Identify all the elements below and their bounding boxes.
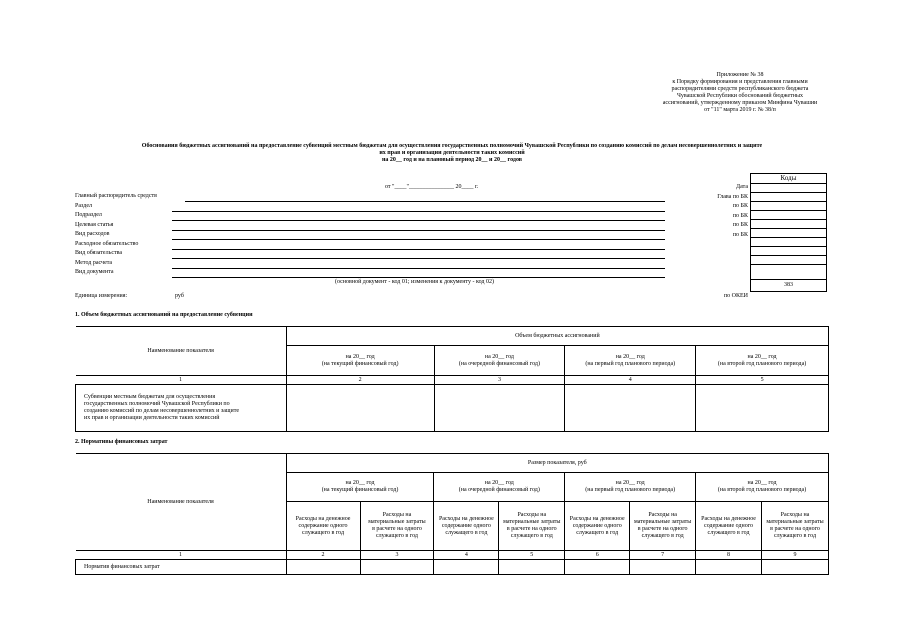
code-label-bk: по БК [732,231,748,238]
section2-title: 2. Нормативы финансовых затрат [75,439,168,445]
s1-group-header: Объем бюджетных ассигнований [286,327,828,346]
field-label-expense-type: Вид расходов [75,231,110,237]
field-line[interactable] [172,211,665,212]
code-cell-expense-type[interactable] [751,229,827,238]
codes-header: Коды [751,174,827,184]
code-label-chapter: Глава по БК [717,193,748,200]
appendix-line: ассигнований, утвержденному приказом Минфина Чувашии [662,100,818,106]
s1-col-year: на 20__ год (на первый год планового периода) [565,346,696,376]
field-line[interactable] [172,268,665,269]
s2-year-header: на 20__ год (на первый год планового периода) [565,473,696,502]
field-label-target-article: Целевая статья [75,221,114,228]
s2-year-header: на 20__ год (на текущий финансовый год) [286,473,434,502]
title-line-1: Обоснования бюджетных ассигнований на предоставление субвенций местным бюджетам для осуществления государственных полномочий Чувашской Республики по созданию комиссий по делам несовершеннолетних и защите [141,143,763,149]
s2-value-cell[interactable] [434,560,499,575]
s2-value-cell[interactable] [696,560,762,575]
code-label-bk: по БК [732,222,748,228]
section1-table [75,326,829,432]
date-line: от "____"_______________ 20____ г. [385,184,479,190]
s2-row-name: Норматив финансовых затрат [76,560,287,575]
s1-col-year: на 20__ год (на второй год планового периода) [696,346,829,376]
s1-num: 2 [286,376,434,385]
s2-year-header: на 20__ год (на второй год планового периода) [696,473,829,502]
code-cell-chapter[interactable] [751,193,827,202]
s2-name-header: Наименование показателя [76,454,287,551]
s1-row-name: Субвенции местным бюджетам для осуществления государственных полномочий Чувашской Республики по созданию комиссий по делам несовершеннолетних и защите их прав и организации деятельности таких комиссий [76,385,287,432]
appendix-line: Чувашской Республики обоснований бюджетных [676,93,804,99]
title-line-3: на 20__ год и на плановый период 20__ и 20__ годов [381,157,523,163]
code-cell-section[interactable] [751,202,827,211]
s1-num: 1 [76,376,287,385]
s2-num: 7 [630,551,696,560]
appendix-line: Приложение № 38 [716,72,764,78]
section2-table [75,453,829,575]
s2-num: 5 [499,551,565,560]
document-title [40,143,864,164]
code-label-date: Дата [736,184,748,190]
s2-group-header: Размер показателя, руб [286,454,828,473]
s2-sub-material: Расходы на материальные затраты в расчете на одного служащего в год [499,502,565,551]
s1-num: 3 [434,376,565,385]
field-line[interactable] [172,277,665,278]
field-line[interactable] [172,239,665,240]
s2-num: 9 [762,551,829,560]
s2-num: 6 [565,551,630,560]
field-label-subsection: Подраздел [75,212,102,218]
code-labels [660,184,748,241]
s1-value-cell[interactable] [286,385,434,432]
code-cell-obligation[interactable] [751,238,827,247]
s1-value-cell[interactable] [434,385,565,432]
s2-value-cell[interactable] [499,560,565,575]
s1-col-year: на 20__ год (на очередной финансовый год) [434,346,565,376]
field-label-expense-obligation: Расходное обязательство [75,240,139,247]
s2-num: 8 [696,551,762,560]
code-label-bk: по БК [732,212,748,219]
s2-num: 3 [360,551,434,560]
code-label-bk: по БК [732,203,748,209]
code-cell-okei: 383 [751,280,827,292]
code-cell-doc-type[interactable] [751,265,827,280]
field-line[interactable] [172,230,665,231]
s2-value-cell[interactable] [286,560,360,575]
s2-sub-salary: Расходы на денежное содержание одного служащего в год [565,502,630,551]
s2-sub-material: Расходы на материальные затраты в расчете на одного служащего в год [762,502,829,551]
s1-col-year: на 20__ год (на текущий финансовый год) [286,346,434,376]
s1-value-cell[interactable] [696,385,829,432]
code-cell-obligation-type[interactable] [751,247,827,256]
field-label-calc-method: Метод расчета [75,259,113,266]
appendix-line: распорядителями средств республиканского бюджета [671,86,809,92]
field-label-obligation-type: Вид обязательства [75,250,123,256]
s2-value-cell[interactable] [360,560,434,575]
code-cell-subsection[interactable] [751,211,827,220]
s2-num: 2 [286,551,360,560]
codes-table [750,173,827,292]
title-line-2: их прав и организации деятельности таких комиссий [379,150,525,156]
s1-value-cell[interactable] [565,385,696,432]
field-line[interactable] [172,220,665,221]
s1-num: 4 [565,376,696,385]
section1-title: 1. Объем бюджетных ассигнований на предоставление субвенции [75,312,253,318]
okei-label: по ОКЕИ [723,293,748,299]
s2-value-cell[interactable] [565,560,630,575]
s2-value-cell[interactable] [762,560,829,575]
appendix-line: к Порядку формирования и представления главными [672,79,808,85]
s2-num: 4 [434,551,499,560]
s2-num: 1 [76,551,287,560]
appendix-line: от "11" марта 2019 г. № 38/п [704,107,776,113]
s2-sub-material: Расходы на материальные затраты в расчете на одного служащего в год [360,502,434,551]
field-label-main-manager: Главный распорядитель средств [75,193,157,199]
appendix-block [620,72,860,114]
field-label-document-type: Вид документа [75,269,114,275]
header-labels [75,193,157,279]
s2-sub-salary: Расходы на денежное содержание одного служащего в год [434,502,499,551]
s1-num: 5 [696,376,829,385]
code-cell-method[interactable] [751,256,827,265]
s2-sub-salary: Расходы на денежное содержание одного служащего в год [286,502,360,551]
document-note: (основной документ - код 01; изменения к документу - код 02) [335,279,494,285]
unit-label: Единица измерения: [75,293,128,299]
field-line[interactable] [172,258,665,259]
s2-year-header: на 20__ год (на очередной финансовый год) [434,473,565,502]
field-label-section: Раздел [75,202,92,209]
code-cell-date[interactable] [751,184,827,193]
s2-sub-salary: Расходы на денежное содержание одного служащего в год [696,502,762,551]
s2-sub-material: Расходы на материальные затраты в расчете на одного служащего в год [630,502,696,551]
field-line[interactable] [185,201,665,202]
code-cell-target[interactable] [751,220,827,229]
s1-name-header: Наименование показателя [76,327,287,376]
s2-value-cell[interactable] [630,560,696,575]
unit-value: руб [175,293,184,299]
field-line[interactable] [172,249,665,250]
